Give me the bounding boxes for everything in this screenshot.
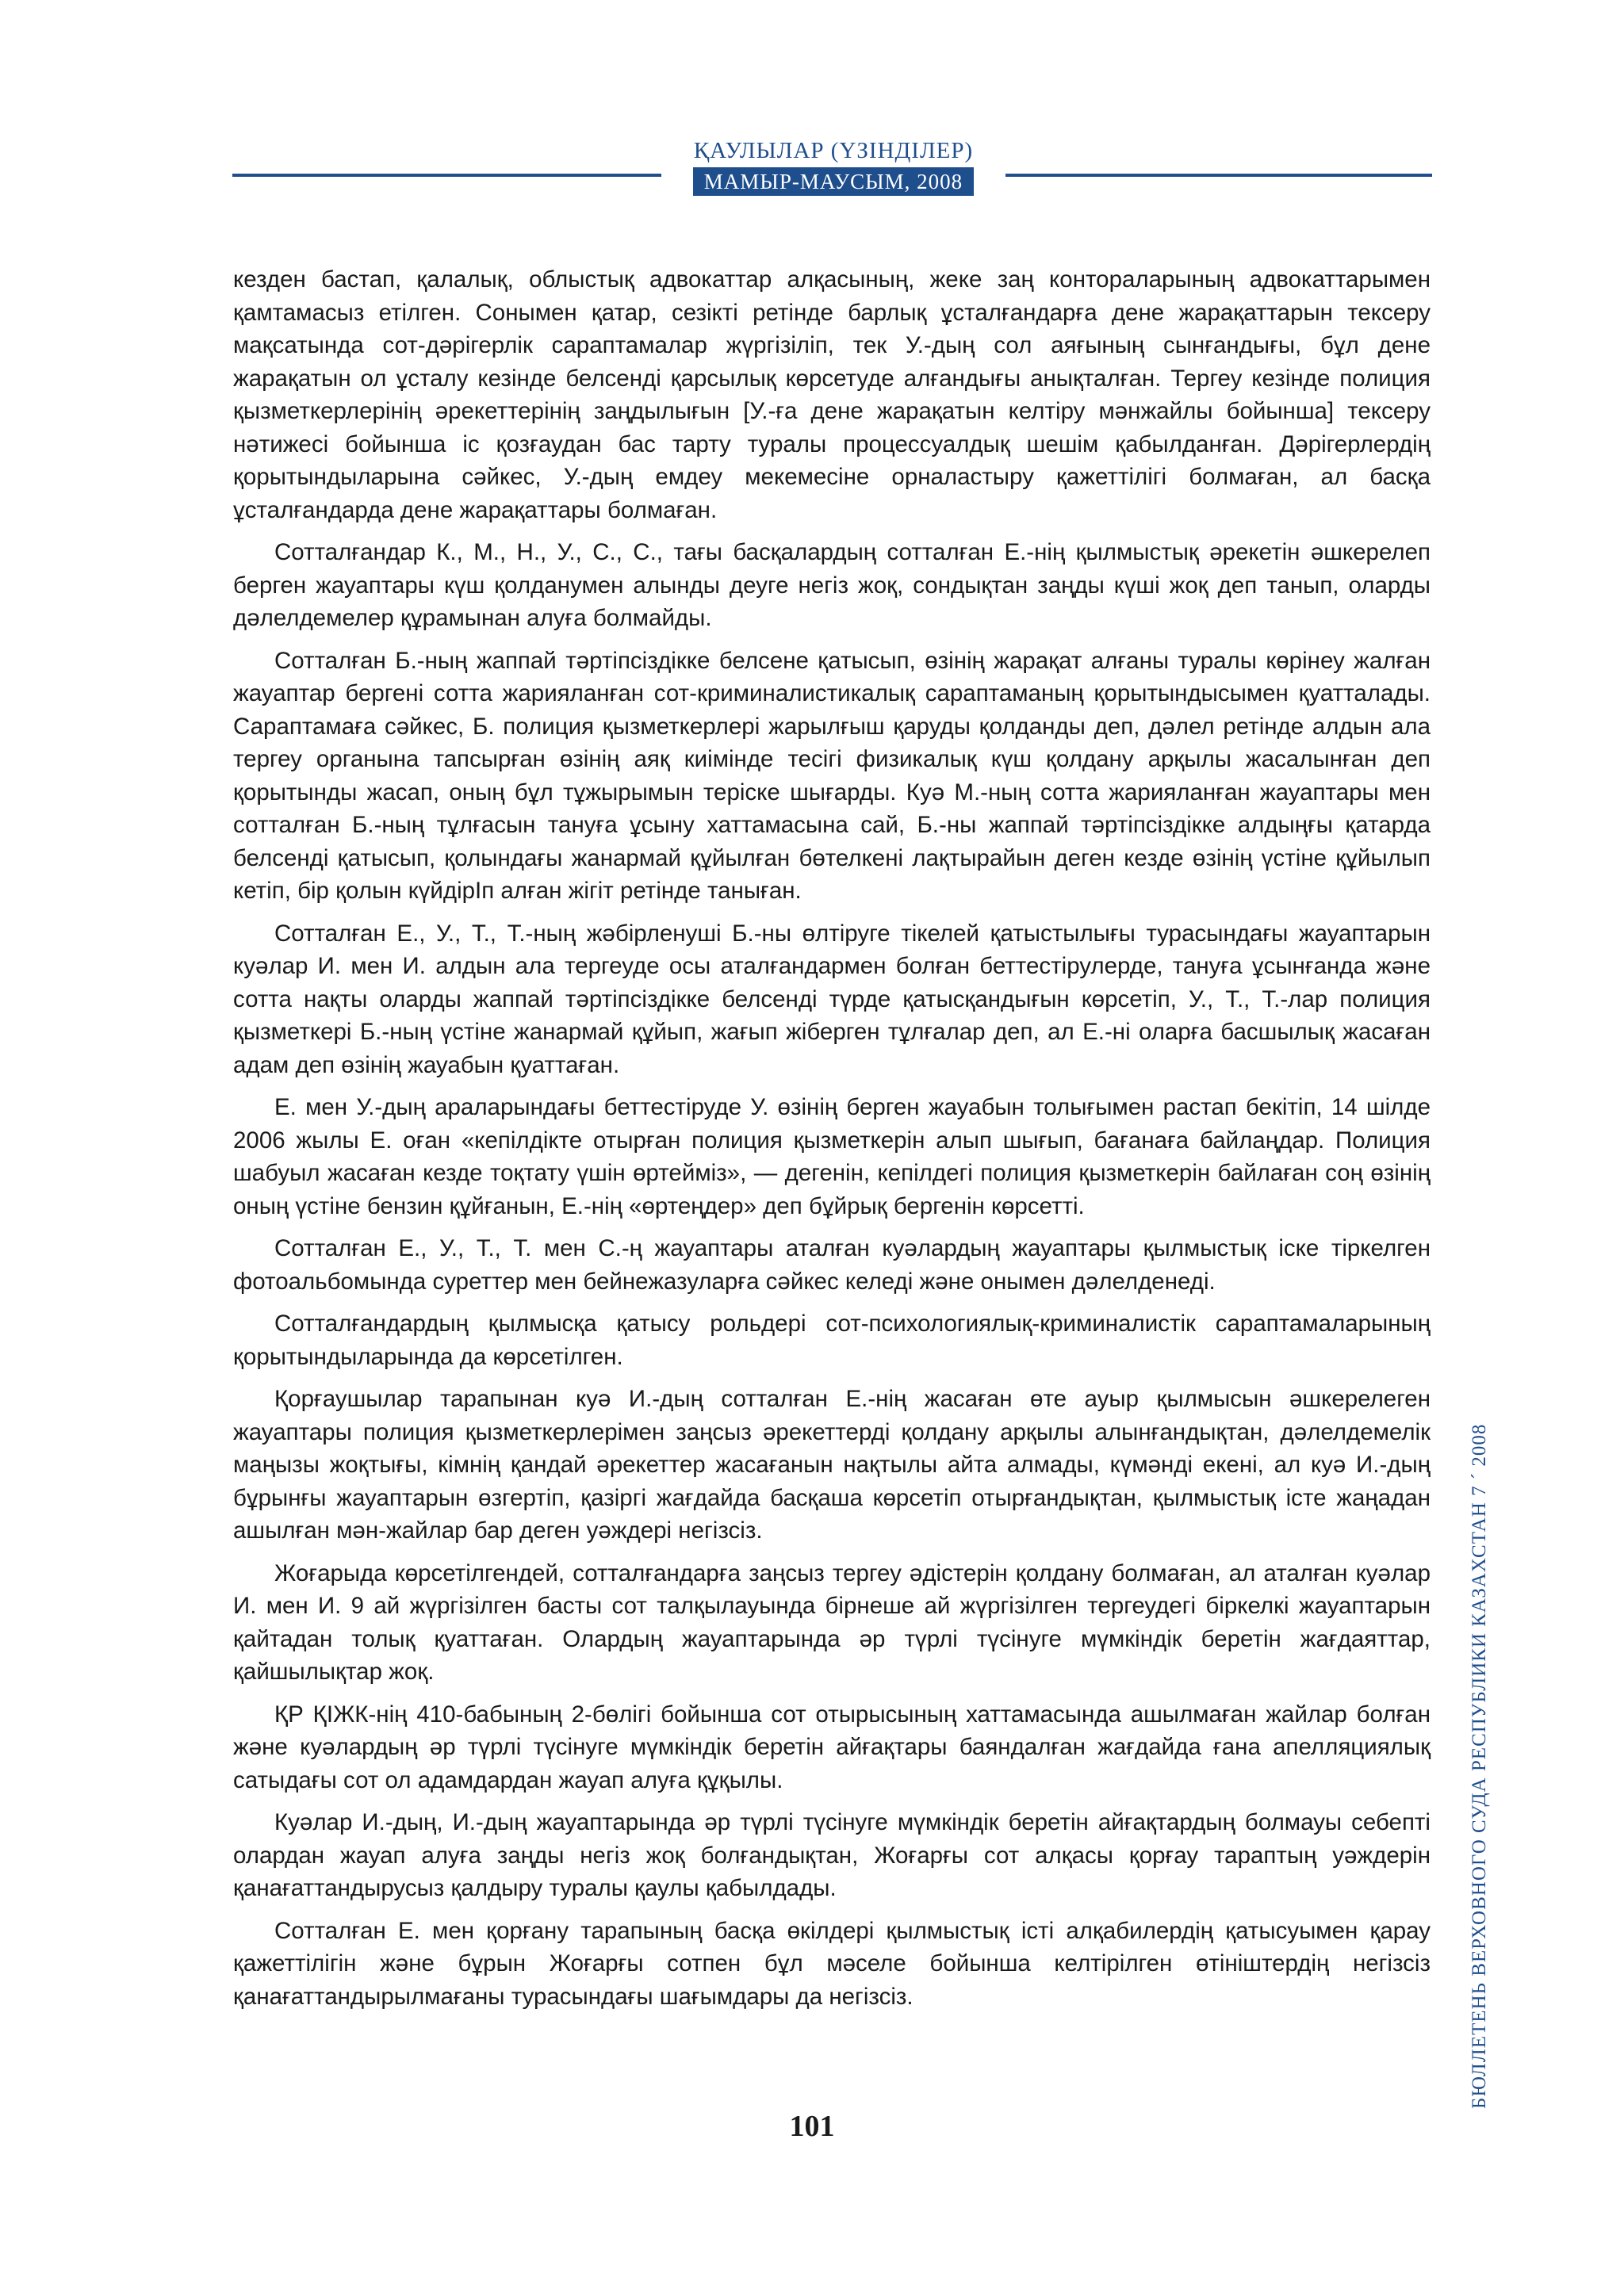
paragraph-8: Қорғаушылар тарапынан куә И.-дың сотталған Е.-нің жасаған өте ауыр қылмысын әшкерелеген жауаптары полиция қызметкерлерімен заңсыз әрекеттерді қолдану арқылы алынғандықтан, дәлелдемелік маңызы жоқтығы, кімнің қандай әрекеттер жасағанын нақтылы айта алмады, күмәнді екені, ал куә И.-дың бұрынғы жауаптарын өзгертіп, қазіргі жағдайда басқаша көрсетіп отырғандықтан, қылмыстық істе жаңадан ашылған мән-жайлар бар деген уәждері негізсіз. [233, 1386, 1431, 1544]
paragraph-11: Куәлар И.-дың, И.-дың жауаптарында әр түрлі түсінуге мүмкіндік беретін айғақтардың болмауы себепті олардан жауап алуға заңды негіз жоқ болғандықтан, Жоғарғы сот алқасы қорғау тараптың уәждерін қанағаттандырусыз қалдыру туралы қаулы қабылдады. [233, 1809, 1431, 1901]
page-header [0, 0, 1624, 206]
header-rule-right [1005, 174, 1432, 177]
paragraph-5: Е. мен У.-дың араларындағы беттестіруде У. өзінің берген жауабын толығымен растап бекітіп, 14 шілде 2006 жылы Е. оған «кепілдікте отырған полиция қызметкерін алып шығып, бағанаға байлаңдар. Полиция шабуыл жасаған кезде тоқтату үшін өртейміз», — дегенін, кепілдегі полиция қызметкерін байлаған соң өзінің оның үстіне бензин құйғанын, Е.-нің «өртеңдер» деп бұйрық бергенін көрсетті. [233, 1094, 1431, 1219]
header-rule-left [232, 174, 661, 177]
paragraph-3: Сотталған Б.-ның жаппай тәртіпсіздікке белсене қатысып, өзінің жарақат алғаны туралы көрінеу жалған жауаптар бергені сотта жарияланған сот-криминалистикалық сараптаманың қорытындысымен қуатталады. Сараптамаға сәйкес, Б. полиция қызметкерлері жарылғыш қаруды қолданды деп, дәлел ретінде алдын ала тергеу органына тапсырған өзінің аяқ киімінде тесігі физикалық күш қолдану арқылы жасалынған деп қорытынды жасап, оның бұл тұжырымын теріске шығарды. Куә М.-ның сотта жарияланған жауаптары мен сотталған Б.-ның тұлғасын тануға ұсыну хаттамасына сай, Б.-ны жаппай тәртіпсіздікке алдыңғы қатарда белсенді қатысып, қолындағы жанармай құйылған бөтелкені лақтырайын деген кезде өзінің үстіне құйылып кетіп, бір қолын күйдірІп алған жігіт ретінде таныған. [233, 647, 1431, 904]
paragraph-9: Жоғарыда көрсетілгендей, сотталғандарға заңсыз тергеу әдістерін қолдану болмаған, ал аталған куәлар И. мен И. 9 ай жүргізілген басты сот талқылауында бірнеше ай жүргізілген тергеудегі біркелкі жауаптарын қайтадан толық қуаттаған. Олардың жауаптарында әр түрлі түсінуге мүмкіндік беретін жағдаяттар, қайшылықтар жоқ. [233, 1559, 1431, 1685]
paragraph-12: Сотталған Е. мен қорғану тарапының басқа өкілдері қылмыстық істі алқабилердің қатысуымен қарау қажеттілігін және бұрын Жоғарғы сотпен бұл мәселе бойынша келтірілген өтініштердің негізсіз қанағаттандырылмағаны турасындағы шағымдары да негізсіз. [233, 1917, 1431, 2010]
paragraph-6: Сотталған Е., У., Т., Т. мен С.-ң жауаптары аталған куәлардың жауаптары қылмыстық іске тіркелген фотоальбомында суреттер мен бейнежазуларға сәйкес келеді және онымен дәлелденеді. [233, 1235, 1431, 1295]
paragraph-1: кезден бастап, қалалық, облыстық адвокаттар алқасының, жеке заң контораларының адвокаттарымен қамтамасыз етілген. Сонымен қатар, сезікті ретінде барлық ұсталғандарға дене жарақаттарын тексеру мақсатында сот-дәрігерлік сараптамалар жүргізіліп, тек У.-дың сол аяғының сынғандығы, бұл дене жарақатын ол ұсталу кезінде белсенді қарсылық көрсетуде алғандығы анықталған. Тергеу кезінде полиция қызметкерлерінің әрекеттерінің заңдылығын [У.-ға дене жарақатын келтіру мәнжайлы бойынша] тексеру нәтижесі бойынша іс қозғаудан бас тарту туралы процессуалдық шешім қабылданған. Дәрігерлердің қорытындыларына сәйкес, У.-дың емдеу мекемесіне орналастыру қажеттілігі болмаған, ал басқа ұсталғандарда дене жарақаттары болмаған. [233, 266, 1431, 523]
paragraph-4: Сотталған Е., У., Т., Т.-ның жәбірленуші Б.-ны өлтіруге тікелей қатыстылығы турасындағы жауаптарын куәлар И. мен И. алдын ала тергеуде осы аталғандармен болған беттестірулерде, тануға ұсынғанда және сотта нақты оларды жаппай тәртіпсіздікке белсенді түрде қатысқандығын көрсетіп, У., Т., Т.-лар полиция қызметкері Б.-ның үстіне жанармай құйып, жағып жіберген тұлғалар деп, ал Е.-ні оларға басшылық жасаған адам деп өзінің жауабын қуаттаған. [233, 920, 1431, 1078]
header-title: ҚАУЛЫЛАР (ҮЗІНДІЛЕР) [693, 138, 974, 163]
article-body [233, 263, 1431, 2022]
paragraph-2: Сотталғандар К., М., Н., У., С., С., тағы басқалардың сотталған Е.-нің қылмыстық әрекетін әшкерелеп берген жауаптары күш қолданумен алынды деуге негіз жоқ, сондықтан заңды күші жоқ деп танып, оларды дәлелдемелер құрамынан алуға болмайды. [233, 539, 1431, 631]
header-date-badge: МАМЫР-МАУСЫМ, 2008 [693, 167, 974, 196]
page-number: 101 [789, 2110, 835, 2143]
paragraph-10: ҚР ҚІЖК-нің 410-бабының 2-бөлігі бойынша сот отырысының хаттамасында ашылмаған жайлар болған және куәлардың әр түрлі түсінуге мүмкіндік беретін айғақтары баяндалған жағдайда ғана апелляциялық сатыдағы сот ол адамдардан жауап алуға құқылы. [233, 1701, 1431, 1793]
vertical-side-label: БЮЛЛЕТЕНЬ ВЕРХОВНОГО СУДА РЕСПУБЛИКИ КАЗАХСТАН 7 ´ 2008 [1469, 1423, 1490, 2109]
paragraph-7: Сотталғандардың қылмысқа қатысу рольдері сот-психологиялық-криминалистік сараптамаларының қорытындыларында да көрсетілген. [233, 1311, 1431, 1370]
